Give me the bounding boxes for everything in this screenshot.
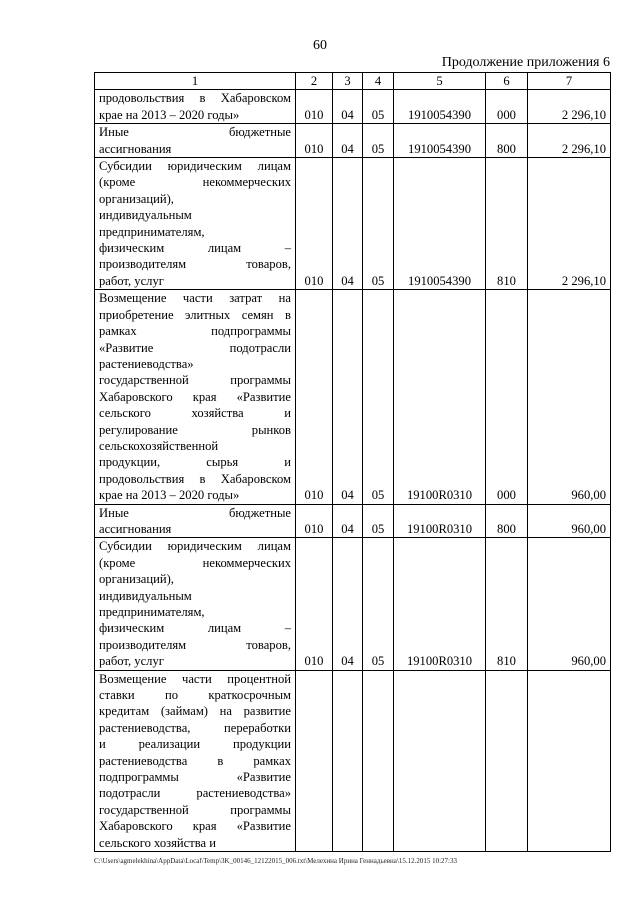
table-row bbox=[95, 670, 611, 851]
row-description bbox=[95, 90, 296, 124]
description-line: Возмещение части затрат на bbox=[99, 291, 291, 306]
description-line: производителям товаров, bbox=[99, 637, 291, 652]
column-header: 6 bbox=[486, 73, 528, 90]
description-line: работ, услуг bbox=[99, 654, 164, 669]
description-line: крае на 2013 – 2020 годы» bbox=[99, 488, 240, 503]
expense-type-code: 000 bbox=[486, 290, 528, 504]
description-line: ассигнования bbox=[99, 141, 172, 156]
description-line: продовольствия в Хабаровском bbox=[99, 471, 291, 486]
description-line: приобретение элитных семян в bbox=[99, 307, 291, 322]
row-description bbox=[95, 670, 296, 851]
description-line: (кроме некоммерческих bbox=[99, 175, 291, 190]
ministry-code: 010 bbox=[296, 504, 333, 538]
continuation-label: Продолжение приложения 6 bbox=[441, 55, 610, 70]
column-header: 3 bbox=[333, 73, 363, 90]
subsection-code: 05 bbox=[363, 90, 394, 124]
subsection-code: 05 bbox=[363, 504, 394, 538]
ministry-code: 010 bbox=[296, 90, 333, 124]
section-code: 04 bbox=[333, 124, 363, 158]
table-row bbox=[95, 158, 611, 290]
expense-type-code bbox=[486, 670, 528, 851]
description-line: продукции, сырья и bbox=[99, 455, 291, 470]
description-line: предпринимателям, bbox=[99, 605, 205, 619]
target-article-code: 19100R0310 bbox=[394, 504, 486, 538]
description-line: Хабаровского края «Развитие bbox=[99, 819, 291, 834]
ministry-code: 010 bbox=[296, 290, 333, 504]
column-header: 7 bbox=[528, 73, 611, 90]
amount bbox=[528, 670, 611, 851]
description-line: сельскохозяйственной bbox=[99, 438, 219, 453]
description-line: растениеводства» bbox=[99, 356, 194, 371]
description-line: организаций), bbox=[99, 572, 174, 587]
amount: 2 296,10 bbox=[528, 90, 611, 124]
column-header: 5 bbox=[394, 73, 486, 90]
header-row bbox=[95, 73, 611, 90]
ministry-code bbox=[296, 670, 333, 851]
description-line: организаций), bbox=[99, 191, 174, 206]
description-line: растениеводства в рамках bbox=[99, 753, 291, 768]
target-article-code: 19100R0310 bbox=[394, 290, 486, 504]
budget-table bbox=[94, 72, 611, 852]
target-article-code bbox=[394, 670, 486, 851]
description-line: физическим лицам – bbox=[99, 241, 291, 256]
description-line: подпрограммы «Развитие bbox=[99, 770, 291, 785]
description-line: и реализации продукции bbox=[99, 737, 291, 752]
section-code: 04 bbox=[333, 290, 363, 504]
target-article-code: 1910054390 bbox=[394, 158, 486, 290]
subsection-code bbox=[363, 670, 394, 851]
description-line: рамках подпрограммы bbox=[99, 324, 291, 339]
description-line: продовольствия в Хабаровском bbox=[99, 91, 291, 106]
description-line: Иные бюджетные bbox=[99, 505, 291, 520]
amount: 2 296,10 bbox=[528, 158, 611, 290]
row-description bbox=[95, 538, 296, 670]
section-code: 04 bbox=[333, 504, 363, 538]
row-description bbox=[95, 124, 296, 158]
section-code bbox=[333, 670, 363, 851]
description-line: Возмещение части процентной bbox=[99, 671, 291, 686]
ministry-code: 010 bbox=[296, 538, 333, 670]
description-line: крае на 2013 – 2020 годы» bbox=[99, 107, 240, 122]
row-description bbox=[95, 158, 296, 290]
subsection-code: 05 bbox=[363, 158, 394, 290]
page-number: 60 bbox=[313, 38, 327, 53]
description-line: подотрасли растениеводства» bbox=[99, 786, 291, 801]
description-line: Субсидии юридическим лицам bbox=[99, 159, 291, 174]
section-code: 04 bbox=[333, 90, 363, 124]
description-line: сельского хозяйства и bbox=[99, 835, 216, 850]
column-header: 2 bbox=[296, 73, 333, 90]
description-line: (кроме некоммерческих bbox=[99, 555, 291, 570]
table-row bbox=[95, 290, 611, 504]
target-article-code: 1910054390 bbox=[394, 90, 486, 124]
ministry-code: 010 bbox=[296, 158, 333, 290]
amount: 2 296,10 bbox=[528, 124, 611, 158]
description-line: индивидуальным bbox=[99, 588, 192, 603]
table-row bbox=[95, 538, 611, 670]
table-row bbox=[95, 90, 611, 124]
description-line: Субсидии юридическим лицам bbox=[99, 539, 291, 554]
description-line: растениеводства, переработки bbox=[99, 720, 291, 735]
description-line: регулирование рынков bbox=[99, 422, 291, 437]
description-line: физическим лицам – bbox=[99, 621, 291, 636]
target-article-code: 19100R0310 bbox=[394, 538, 486, 670]
ministry-code: 010 bbox=[296, 124, 333, 158]
target-article-code: 1910054390 bbox=[394, 124, 486, 158]
column-header: 4 bbox=[363, 73, 394, 90]
expense-type-code: 810 bbox=[486, 538, 528, 670]
description-line: «Развитие подотрасли bbox=[99, 340, 291, 355]
column-header: 1 bbox=[95, 73, 296, 90]
description-line: Иные бюджетные bbox=[99, 125, 291, 140]
amount: 960,00 bbox=[528, 504, 611, 538]
description-line: производителям товаров, bbox=[99, 257, 291, 272]
description-line: сельского хозяйства и bbox=[99, 406, 291, 421]
row-description bbox=[95, 290, 296, 504]
description-line: ассигнования bbox=[99, 521, 172, 536]
description-line: государственной программы bbox=[99, 802, 291, 817]
table-row bbox=[95, 124, 611, 158]
expense-type-code: 810 bbox=[486, 158, 528, 290]
table-row bbox=[95, 504, 611, 538]
subsection-code: 05 bbox=[363, 124, 394, 158]
description-line: ставки по краткосрочным bbox=[99, 688, 291, 703]
amount: 960,00 bbox=[528, 538, 611, 670]
description-line: индивидуальным bbox=[99, 208, 192, 223]
subsection-code: 05 bbox=[363, 290, 394, 504]
description-line: государственной программы bbox=[99, 373, 291, 388]
row-description bbox=[95, 504, 296, 538]
subsection-code: 05 bbox=[363, 538, 394, 670]
section-code: 04 bbox=[333, 538, 363, 670]
description-line: Хабаровского края «Развитие bbox=[99, 389, 291, 404]
expense-type-code: 800 bbox=[486, 504, 528, 538]
expense-type-code: 800 bbox=[486, 124, 528, 158]
description-line: предпринимателям, bbox=[99, 224, 205, 239]
description-line: кредитам (займам) на развитие bbox=[99, 704, 291, 719]
expense-type-code: 000 bbox=[486, 90, 528, 124]
description-line: работ, услуг bbox=[99, 273, 164, 288]
file-path-footer: C:\Users\agmelekhina\AppData\Local\Temp\3K_00146_12122015_006.txt\Мелехина Ирина Геннадьевна\15.12.2015 10:27:33 bbox=[94, 857, 457, 865]
section-code: 04 bbox=[333, 158, 363, 290]
amount: 960,00 bbox=[528, 290, 611, 504]
